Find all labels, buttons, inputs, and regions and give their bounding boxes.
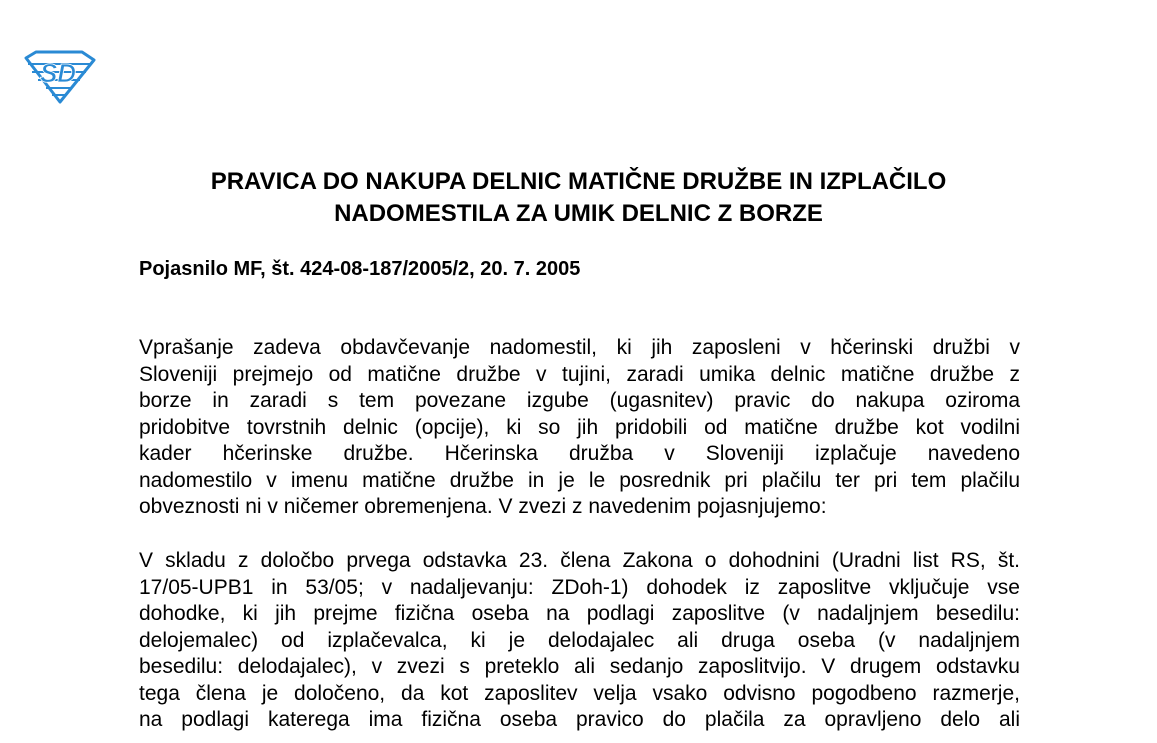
title-line-2: NADOMESTILA ZA UMIK DELNIC Z BORZE — [334, 200, 823, 227]
paragraph-2 — [139, 548, 1020, 734]
paragraph-line: pridobitve tovrstnih delnic (opcije), ki so jih pridobili od matične družbe kot vodilni — [139, 415, 1020, 439]
paragraph-line: Sloveniji prejmejo od matične družbe v tujini, zaradi umika delnic matične družbe z — [139, 362, 1020, 386]
paragraph-line: obveznosti ni v ničemer obremenjena. V zvezi z navedenim pojasnjujemo: — [139, 495, 827, 518]
paragraph-line: dohodke, ki jih prejme fizična oseba na podlagi zaposlitve (v nadaljnjem besedilu: — [139, 602, 1020, 625]
logo-text: SD — [39, 58, 77, 88]
paragraph-line: tega člena je določeno, da kot zaposlitev velja vsako odvisno pogodbeno razmerje, — [139, 681, 1020, 705]
paragraph-line: besedilu: delodajalec), v zvezi s preteklo ali sedanjo zaposlitvijo. V drugem odstavku — [139, 655, 1020, 678]
paragraph-line: nadomestilo v imenu matične družbe in je le posrednik pri plačilu ter pri tem plačilu — [139, 468, 1020, 492]
title-line-1: PRAVICA DO NAKUPA DELNIC MATIČNE DRUŽBE IN IZPLAČILO — [210, 168, 947, 195]
paragraph-line: kader hčerinske družbe. Hčerinska družba v Sloveniji izplačuje navedeno — [139, 442, 1020, 465]
paragraph-line: delojemalec) od izplačevalca, ki je delodajalec ali druga oseba (v nadaljnjem — [139, 628, 1020, 652]
reference-line: Pojasnilo MF, št. 424-08-187/2005/2, 20. 7. 2005 — [139, 258, 581, 280]
paragraph-line: na podlagi katerega ima fizična oseba pravico do plačila za opravljeno delo ali — [139, 708, 1020, 731]
company-logo — [22, 50, 96, 104]
paragraph-line: Vprašanje zadeva obdavčevanje nadomestil, ki jih zaposleni v hčerinski družbi v — [139, 336, 1020, 359]
paragraph-line: V skladu z določbo prvega odstavka 23. člena Zakona o dohodnini (Uradni list RS, št. — [139, 549, 1020, 572]
paragraph-1 — [139, 335, 1020, 521]
document-title — [0, 166, 1157, 230]
sd-shield-icon — [22, 50, 96, 104]
paragraph-line: borze in zaradi s tem povezane izgube (ugasnitev) pravic do nakupa oziroma — [139, 389, 1020, 412]
paragraph-line: 17/05-UPB1 in 53/05; v nadaljevanju: ZDoh-1) dohodek iz zaposlitve vključuje vse — [139, 575, 1020, 599]
